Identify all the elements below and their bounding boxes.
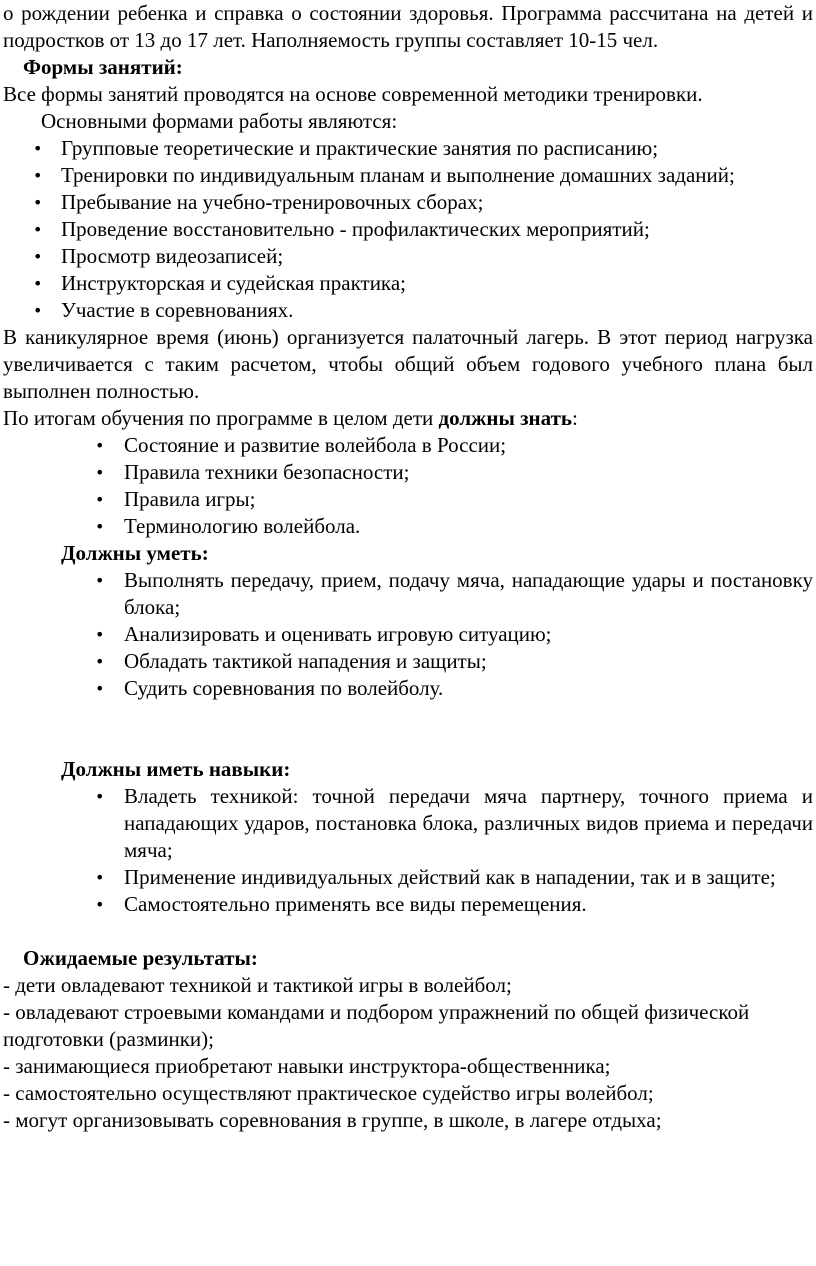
bullet-icon: • xyxy=(33,166,43,185)
list-item: • Анализировать и оценивать игровую ситуацию; xyxy=(95,622,552,646)
list-item: • Применение индивидуальных действий как в нападении, так и в защите; xyxy=(95,865,776,889)
list-item: • Выполнять передачу, прием, подачу мяча, нападающие удары и постановку блока; xyxy=(95,568,813,619)
know-lead: По итогам обучения по программе в целом дети должны знать: xyxy=(3,406,578,430)
able-list xyxy=(3,567,813,702)
result-line: - могут организовывать соревнования в группе, в школе, в лагере отдыха; xyxy=(3,1108,662,1132)
list-item: • Самостоятельно применять все виды перемещения. xyxy=(95,892,587,916)
list-item: • Терминологию волейбола. xyxy=(95,514,361,538)
bullet-icon: • xyxy=(33,301,43,320)
bullet-icon: • xyxy=(95,463,105,482)
bullet-icon: • xyxy=(33,139,43,158)
list-item: • Просмотр видеозаписей; xyxy=(33,244,284,268)
bullet-icon: • xyxy=(95,517,105,536)
list-item: • Инструкторская и судейская практика; xyxy=(33,271,406,295)
list-item: • Правила техники безопасности; xyxy=(95,460,410,484)
bullet-icon: • xyxy=(95,868,105,887)
list-item: • Проведение восстановительно - профилактических мероприятий; xyxy=(33,217,650,241)
bullet-icon: • xyxy=(33,274,43,293)
forms-lead: Основными формами работы являются: xyxy=(41,109,398,133)
result-line: - самостоятельно осуществляют практическое судейство игры волейбол; xyxy=(3,1081,654,1105)
results-heading: Ожидаемые результаты: xyxy=(23,946,258,970)
skills-list xyxy=(3,783,813,918)
result-line: - дети овладевают техникой и тактикой игры в волейбол; xyxy=(3,973,512,997)
list-item: • Состояние и развитие волейбола в России; xyxy=(95,433,507,457)
list-item: • Владеть техникой: точной передачи мяча партнеру, точного приема и нападающих ударов, постановка блока, различных видов приема и передачи мяча; xyxy=(95,784,813,862)
bullet-icon: • xyxy=(95,490,105,509)
bullet-icon: • xyxy=(95,895,105,914)
forms-list xyxy=(3,135,813,324)
spacer xyxy=(3,702,813,756)
document-page xyxy=(3,0,813,1134)
list-item: • Судить соревнования по волейболу. xyxy=(95,676,444,700)
result-line: - овладевают строевыми командами и подбором упражнений по общей физической подготовки (разминки); xyxy=(3,1000,750,1051)
list-item: • Тренировки по индивидуальным планам и выполнение домашних заданий; xyxy=(33,163,735,187)
list-item: • Групповые теоретические и практические занятия по расписанию; xyxy=(33,136,659,160)
bullet-icon: • xyxy=(95,679,105,698)
camp-paragraph: В каникулярное время (июнь) организуется палаточный лагерь. В этот период нагрузка увеличивается с таким расчетом, чтобы общий объем годового учебного плана был выполнен полностью. xyxy=(3,325,813,403)
forms-heading: Формы занятий: xyxy=(23,55,183,79)
bullet-icon: • xyxy=(95,787,105,806)
know-list xyxy=(3,432,813,540)
bullet-icon: • xyxy=(95,436,105,455)
spacer xyxy=(3,918,813,945)
bullet-icon: • xyxy=(95,571,105,590)
list-item: • Правила игры; xyxy=(95,487,256,511)
bullet-icon: • xyxy=(33,193,43,212)
intro-paragraph: о рождении ребенка и справка о состоянии здоровья. Программа рассчитана на детей и подростков от 13 до 17 лет. Наполняемость группы составляет 10-15 чел. xyxy=(3,1,813,52)
forms-paragraph: Все формы занятий проводятся на основе современной методики тренировки. xyxy=(3,82,703,106)
list-item: • Обладать тактикой нападения и защиты; xyxy=(95,649,487,673)
bullet-icon: • xyxy=(95,652,105,671)
list-item: • Пребывание на учебно-тренировочных сборах; xyxy=(33,190,484,214)
able-heading: Должны уметь: xyxy=(61,541,209,565)
bullet-icon: • xyxy=(33,247,43,266)
result-line: - занимающиеся приобретают навыки инструктора-общественника; xyxy=(3,1054,611,1078)
bullet-icon: • xyxy=(95,625,105,644)
list-item: • Участие в соревнованиях. xyxy=(33,298,294,322)
skills-heading: Должны иметь навыки: xyxy=(61,757,291,781)
bullet-icon: • xyxy=(33,220,43,239)
